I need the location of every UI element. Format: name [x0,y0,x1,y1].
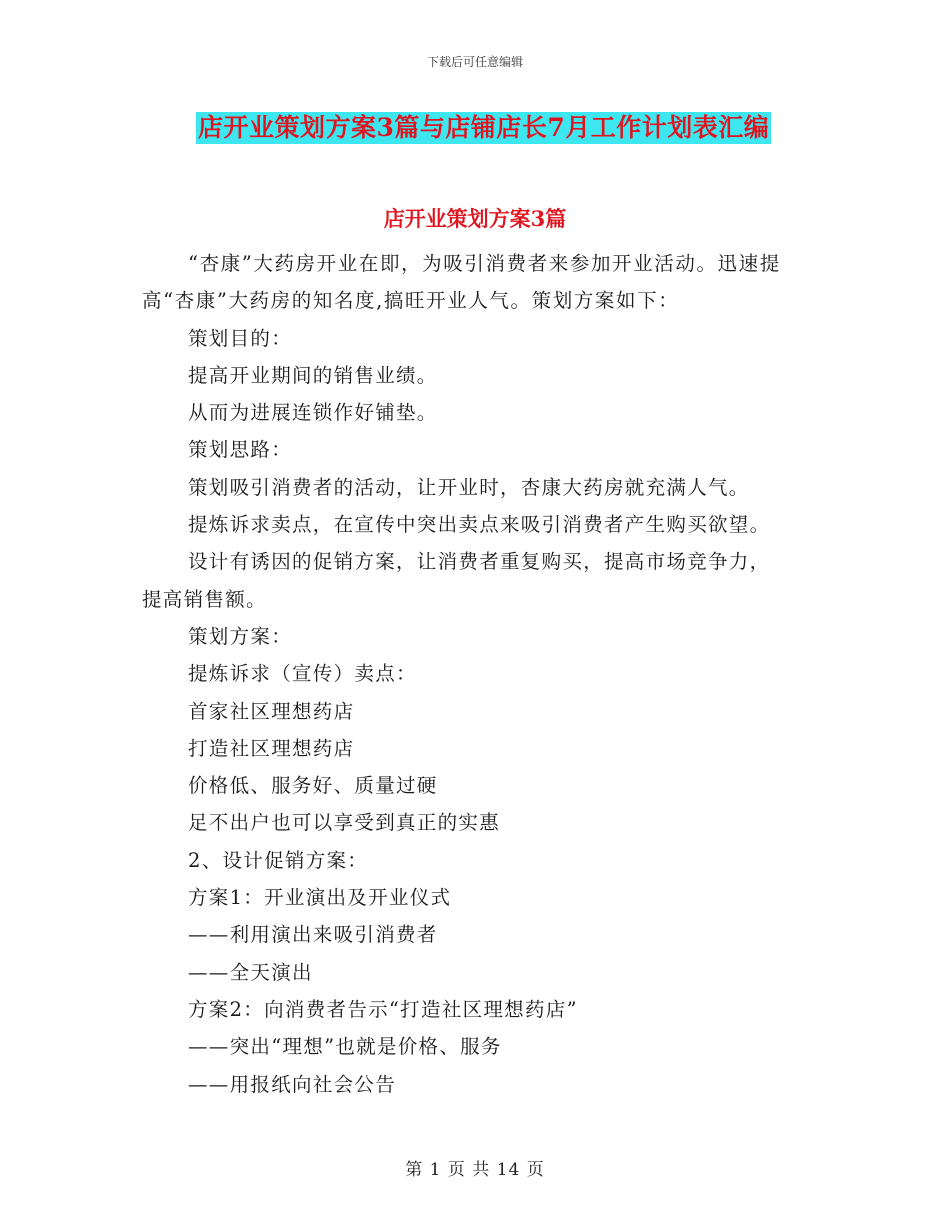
section-title: 店开业策划方案3篇 [383,206,567,231]
paragraph: 足不出户也可以享受到真正的实惠 [188,811,501,835]
header-note: 下载后可任意编辑 [426,55,523,69]
paragraph: 策划方案： [188,624,293,648]
paragraph: ——用报纸向社会公告 [188,1072,396,1096]
paragraph: 设计有诱因的促销方案，让消费者重复购买，提高市场竞争力， [188,550,771,574]
paragraph: 从而为进展连锁作好铺垫。 [188,401,438,425]
paragraph: ——突出“理想”也就是价格、服务 [188,1035,502,1059]
paragraph: 首家社区理想药店 [188,699,355,723]
paragraph: 方案2：向消费者告示“打造社区理想药店” [188,997,578,1021]
paragraph: 价格低、服务好、质量过硬 [188,774,438,798]
paragraph: 打造社区理想药店 [188,736,355,760]
paragraph: 方案1：开业演出及开业仪式 [188,886,452,910]
paragraph: 策划目的： [188,326,293,350]
document-title: 店开业策划方案3篇与店铺店长7月工作计划表汇编 [198,113,770,142]
paragraph: 策划思路： [188,438,293,462]
paragraph: 提炼诉求卖点，在宣传中突出卖点来吸引消费者产生购买欲望。 [188,513,771,537]
paragraph: 策划吸引消费者的活动，让开业时，杏康大药房就充满人气。 [188,475,750,499]
paragraph: ——利用演出来吸引消费者 [188,923,438,947]
paragraph: 提炼诉求（宣传）卖点： [188,662,417,686]
body-text [142,245,802,1103]
paragraph: ——全天演出 [188,960,313,984]
paragraph: 提高开业期间的销售业绩。 [188,363,438,387]
page-footer: 第 1 页 共 14 页 [405,1160,545,1180]
paragraph: “杏康”大药房开业在即，为吸引消费者来参加开业活动。迅速提高“杏康”大药房的知名度,搞旺开业人气。策划方案如下： [142,252,781,313]
paragraph: 2、设计促销方案： [188,848,369,872]
paragraph: 提高销售额。 [142,587,267,611]
